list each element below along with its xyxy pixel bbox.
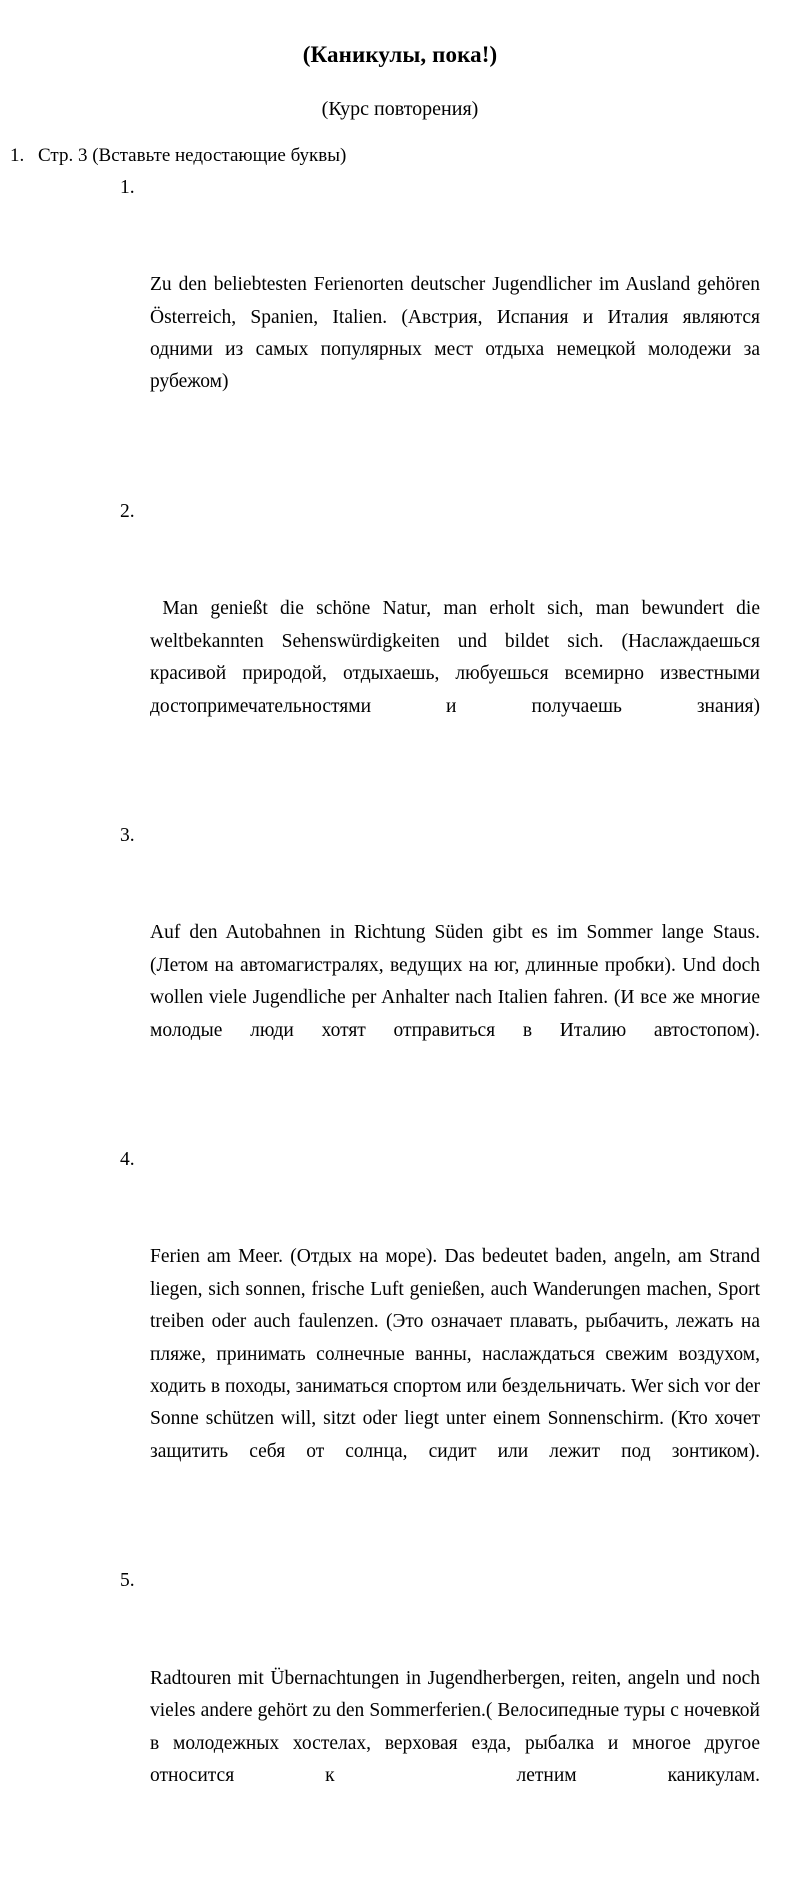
list-item-text: Zu den beliebtesten Ferienorten deutscher Jugendlicher im Ausland gehören Österreich, Spanien, Italien. (Австрия, Испания и Италия являются одними из самых популярных мест отдыха немецкой молодежи за рубежом) bbox=[150, 274, 765, 393]
page-title: (Каникулы, пока!) bbox=[302, 42, 498, 67]
outer-list-item-marker: 1. bbox=[10, 145, 25, 166]
list-item-text: Auf den Autobahnen in Richtung Süden gibt es im Sommer lange Staus. (Летом на автомагистралях, ведущих на юг, длинные пробки). Und doch wollen viele Jugendliche per Anhalter nach Italien fahren. (И все же многие молодые люди хотят отправиться в Италию автостопом). bbox=[150, 922, 765, 1041]
list-item-marker: 3. bbox=[120, 825, 135, 847]
page-subtitle: (Курс повторения) bbox=[321, 98, 479, 120]
exercise-list bbox=[38, 172, 800, 1890]
list-item-text: Ferien am Meer. (Отдых на море). Das bedeutet baden, angeln, am Strand liegen, sich sonnen, frische Luft genießen, auch Wanderungen machen, Sport treiben oder auch faulenzen. (Это означает плавать, рыбачить, лежать на пляже, принимать солнечные ванны, наслаждаться свежим воздухом, ходить в походы, заниматься спортом или бездельничать. Wer sich vor der Sonne schützen will, sitzt oder liegt unter einem Sonnenschirm. (Кто хочет защитить себя от солнца, сидит или лежит под зонтиком). bbox=[150, 1246, 765, 1462]
outer-numbered-list bbox=[0, 123, 800, 1890]
list-item-marker: 1. bbox=[120, 177, 135, 198]
list-item-marker: 2. bbox=[120, 501, 135, 523]
list-item-marker: 5. bbox=[120, 1570, 135, 1592]
outer-list-item-label: Стр. 3 (Вставьте недостающие буквы) bbox=[38, 145, 347, 166]
outer-list-item bbox=[0, 123, 800, 1890]
list-item bbox=[38, 1144, 800, 1565]
list-item-marker: 4. bbox=[120, 1149, 135, 1171]
list-item bbox=[38, 496, 800, 820]
list-item bbox=[38, 820, 800, 1144]
list-item-text: Man genießt die schöne Natur, man erholt sich, man bewundert die weltbekannten Sehenswürdigkeiten und bildet sich. (Наслаждаешься красивой природой, отдыхаешь, любуешься всемирно известными достопримечательностями и получаешь знания) bbox=[150, 598, 765, 717]
list-item-text: Radtouren mit Übernachtungen in Jugendherbergen, reiten, angeln und noch vieles andere gehört zu den Sommerferien.( Велосипедные туры с ночевкой в молодежных хостелах, верховая езда, рыбалка и многое другое относится к летним каникулам. bbox=[150, 1667, 765, 1786]
list-item bbox=[38, 172, 800, 496]
list-item bbox=[38, 1565, 800, 1889]
